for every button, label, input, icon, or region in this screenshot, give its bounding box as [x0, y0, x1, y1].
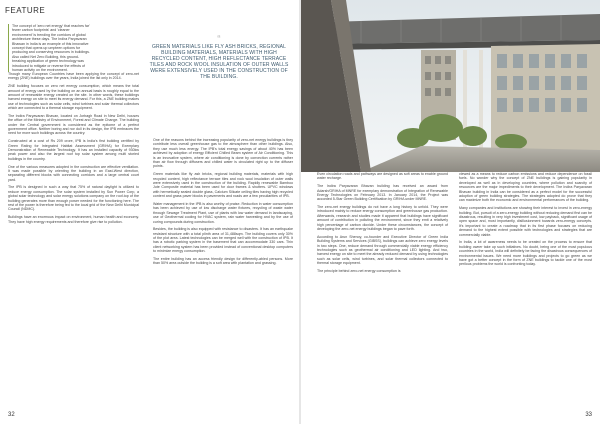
paragraph: The entire building has an access friendly design for differently-abled persons. More than 50% area outside the building is a soft area with plantation and grassing. [153, 256, 293, 266]
building-photo [301, 0, 600, 172]
left-page [0, 0, 299, 424]
paragraph: In India, a lot of awareness needs to be created on the process to ensure that building owner take up such initiatives. No doubt, being one of the most populous countries in the world, India will definitely be facing the disastrous consequences of environmental issues. We need more buildings and projects to go green as we have got a better concept in the form of ZNE buildings to tackle one of the most perilous problems the world is confronting today. [459, 240, 592, 267]
column-3 [317, 172, 448, 277]
paragraph: Constructed at a cost of Rs 209 crore, IPB is India's first building certified by Green Rating for Integrated Habitat Assessment (GRIHA) for Exemplary Demonstration of Renewable Technology. It has an installed capacity of 930kw peak power and also the largest roof top solar system among multi storied buildings in the country. [8, 139, 139, 161]
paragraph: Even circulation roads and pathways are designed as soft areas to enable ground water recharge. [317, 172, 448, 181]
column-1 [8, 72, 139, 227]
paragraph: The Indira Paryavaran Bhavan building has received an award from Adarsh/GRIHA of MNRE for exemplary demonstration of Integration of Renewable Energy Technologies on February 2013. In January 2014, the Project was accorded 5-Star Green Building Certification by GRIHA under MNRE. [317, 184, 448, 202]
paragraph: ZNE building focuses on zero net energy consumption, which means the total amount of energy used by the building on an annual basis is roughly equal to the amount of renewable energy created on the site. In other words, these buildings harvest energy on site to meet its energy demand. For this, a ZNE building makes use of technologies such as solar cells, wind turbines and solar thermal collectors which are connected to a thermal storage equipment. [8, 84, 139, 111]
paragraph: Buildings have an enormous impact on environment, human health and economy. They have high energy requirements and therefore give rise to pollution. [8, 215, 139, 224]
pull-quote-text: GREEN MATERIALS LIKE FLY ASH BRICKS, REGIONAL BUILDING MATERIALS, MATERIALS WITH HIGH RECYCLED CONTENT, HIGH REFLECTANCE TERRACE TILES AND ROCK WOOL INSULATION OF OUTER WALLS WERE EXTENSIVELY USED IN THE CONSTRUCTION OF THE BUILDING. [149, 44, 289, 80]
paragraph: The Indira Paryavaran Bhavan, located on Jorbagh Road in New Delhi, houses the office of the Ministry of Environment, Forest and Climate Change. The building under the Central government is considered as the epitome of a perfect government office. Neither boring and nor dull in its design, the IPB embraces the need for more such buildings across the country. [8, 113, 139, 136]
pull-quote [148, 36, 290, 80]
section-label: FEATURE [5, 6, 46, 15]
paragraph: viewed as a means to reduce carbon emissions and reduce dependence on fossil fuels. No wonder why the concept of ZNE buildings is gaining popularity in developed as well as in developing countries, where pollution and scarcity of resources are the major impediments to their development. The Indira Paryavaran Bhavan building in India can be considered as a perfect model for the successful adoption of green building strategies. The strategies adopted do prove that they can maximize both the economic and environmental performances of the building. [459, 172, 592, 203]
paragraph: The IPB is designed in such a way that 75% of natural daylight is utilized to reduce energy consumption. The solar system installed by Sun Power Corp, a global solar technology and solar energy solutions company on the roof-top of the building generates more than enough power needed for the functioning here. The rest of the power is therefore being fed to the local grid of the New Delhi Municipal Council (NDMC). [8, 185, 139, 212]
paragraph: Water management in the IPB is also worthy of praise. Reduction in water consumption has been achieved by use of low discharge water fixtures, recycling of waste water through Sewage Treatment Plant, use of plants with low water demand in landscaping, use of Geothermal cooling for HVAC system, rain water harvesting and by the use of curing compounds during construction. [153, 201, 293, 224]
column-4 [459, 172, 592, 270]
paragraph: Besides, the building is also equipped with resistance to disasters. It has an earthquake resistant structure with a total plinth area of 31,488sqm. The building covers only 30% of the plot area. Latest technologies can be merged well with the construction of IPB. It has a robotic parking system in the basement that can accommodate 330 cars. Thin client networking system has been provided instead of conventional desktop computers to minimize energy consumption. [153, 227, 293, 254]
quote-mark-icon: “ [217, 34, 221, 45]
paragraph: One of the reasons behind the increasing popularity of zero-net energy buildings is they contribute less overall greenhouse gas to the atmosphere than other buildings. Also, they use much less energy. The IPB's total energy savings of about 40% has been achieved by adoption of energy Efficient Chilled Beam system of Air Conditioning. This is an innovative system, where air conditioning is done by convection currents rather than air flow through diffusers and chilled water is circulated right up to the diffuser points. [153, 138, 293, 169]
paragraph: Though many European Countries have been applying the concept of zero-net energy (ZNE) buildings over the years, India joined the list only in 2014. [8, 72, 139, 81]
paragraph: The zero-net energy buildings do not have a long history to unfold. They were introduced mainly to reduce energy consumption and greenhouse gas production. Afterwards, research and studies made it apparent that buildings have significant amount of contribution in polluting the environment, since they emit a relatively high percentage of carbon dioxide. Under these circumstances, the concept of developing the zero-net energy buildings began to pave forth. [317, 205, 448, 232]
page-number-right: 33 [585, 412, 592, 418]
page-number-left: 32 [8, 412, 15, 418]
paragraph: Green materials like fly ash bricks, regional building materials, materials with high recycled content, high reflectance terrace tiles and rock wool insulation of outer walls were extensively used in the construction of the building. Rapidly renewable Bamboo Jute Composite material has been used for door frames & shutters. UPVC windows with hermetically sealed double glass, Calcium Silicate ceiling tiles having high recycled content and grass paver blocks in pavements and roads are a few peculiarities of IPB. [153, 172, 293, 199]
column-2 [153, 138, 293, 269]
paragraph: Many companies and institutions are showing their interest to invest in zero-energy building. But, pursuit of a zero-energy building without reducing demand first can be disastrous, resulting in very high investment cost, low payback, significant usage of open space and, most importantly, disillusionment towards zero-energy concepts. It's important to create a roadmap that in its first phase focuses on reducing demand to the highest extent possible with technologies and strategies that are commercially viable. [459, 206, 592, 237]
paragraph: According to Arun Shenoy, co-founder and Executive Director of Green India Building Systems and Services (GIBSS), buildings can achieve zero energy levels in two steps. One, reduce demand through commercially viable energy efficiency technologies such as geothermal air conditioning and LED lighting. And two, harvest energy on site to meet the already reduced demand by using technologies such as solar cells, wind turbines, and solar thermal collectors connected to thermal storage equipment. [317, 234, 448, 266]
paragraph: The principle behind zero-net energy consumption is [317, 268, 401, 273]
intro-paragraph: The concept of 'zero net energy' that reaches far' fewer carbon footprints' and 'cleaner environment' is trending the corridors of global architecture these days. The Indira Paryavaran Bhawan in India is an example of this innovative concept that opens up umpteen options for producing and conserving resources in buildings. Also called Net Zero Building, this ground-breaking application of green technology was introduced to mitigate or reverse the effects of human activity on the environment. [8, 24, 90, 72]
paragraph: One of the various measures adopted in the construction are effective ventilation. It was made possible by orienting the building in an East-West direction, separating different blocks with connecting corridors and a large central court yard. [8, 164, 139, 182]
